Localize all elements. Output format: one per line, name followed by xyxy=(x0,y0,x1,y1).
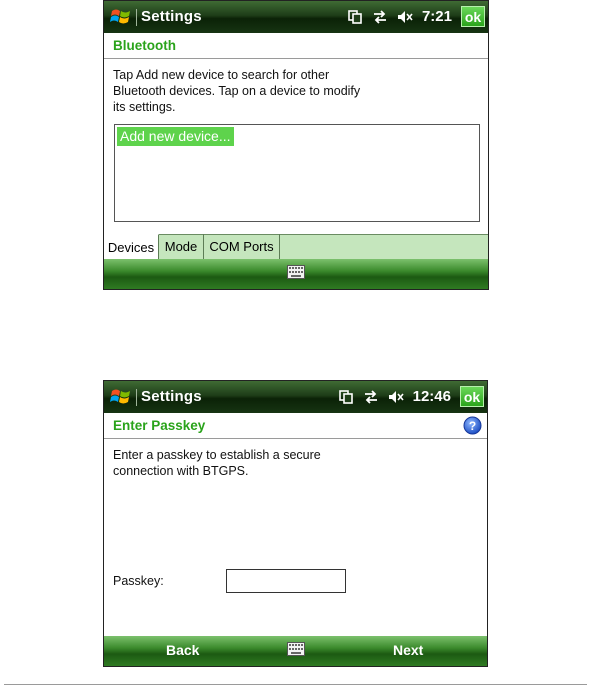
next-button[interactable]: Next xyxy=(393,642,424,658)
page-title-text: Enter Passkey xyxy=(113,418,206,433)
page-title: Bluetooth xyxy=(104,33,488,59)
keyboard-icon[interactable] xyxy=(287,642,305,656)
sync-icon[interactable] xyxy=(347,9,363,25)
add-new-device-item[interactable]: Add new device... xyxy=(117,127,234,146)
softkey-bar xyxy=(104,636,487,666)
passkey-label: Passkey: xyxy=(113,574,164,588)
softkey-bar xyxy=(104,259,488,289)
back-button[interactable]: Back xyxy=(166,642,200,658)
instructions-text: Tap Add new device to search for other Bluetooth devices. Tap on a device to modify its settings. xyxy=(113,68,361,114)
ok-button[interactable]: ok xyxy=(460,386,484,407)
windows-logo-icon[interactable] xyxy=(110,6,132,28)
tab-com-ports[interactable]: COM Ports xyxy=(204,234,280,260)
title-separator xyxy=(136,9,137,26)
tab-mode[interactable]: Mode xyxy=(159,234,204,260)
passkey-input[interactable] xyxy=(226,569,346,593)
tab-bar xyxy=(104,234,488,261)
bluetooth-settings-screen xyxy=(103,0,489,290)
speaker-muted-icon[interactable] xyxy=(388,389,404,405)
app-title: Settings xyxy=(141,388,202,405)
instructions-text: Enter a passkey to establish a secure connection with BTGPS. xyxy=(113,448,321,478)
clock[interactable]: 12:46 xyxy=(412,388,451,405)
help-icon[interactable] xyxy=(463,416,482,435)
device-list[interactable] xyxy=(114,124,480,222)
enter-passkey-screen xyxy=(103,380,488,667)
title-bar xyxy=(104,381,487,413)
keyboard-icon[interactable] xyxy=(287,265,305,279)
clock[interactable]: 7:21 xyxy=(421,8,452,25)
tab-devices[interactable]: Devices xyxy=(104,234,159,260)
sync-icon[interactable] xyxy=(338,389,354,405)
title-bar xyxy=(104,1,488,33)
connectivity-icon[interactable] xyxy=(363,389,379,405)
page-divider xyxy=(4,684,587,685)
status-icons xyxy=(347,8,452,25)
status-icons xyxy=(338,388,451,405)
title-separator xyxy=(136,389,137,406)
windows-logo-icon[interactable] xyxy=(110,386,132,408)
svg-text:?: ? xyxy=(468,419,477,433)
ok-button[interactable]: ok xyxy=(461,6,485,27)
page-title xyxy=(104,413,487,439)
speaker-muted-icon[interactable] xyxy=(397,9,413,25)
app-title: Settings xyxy=(141,8,202,25)
connectivity-icon[interactable] xyxy=(372,9,388,25)
